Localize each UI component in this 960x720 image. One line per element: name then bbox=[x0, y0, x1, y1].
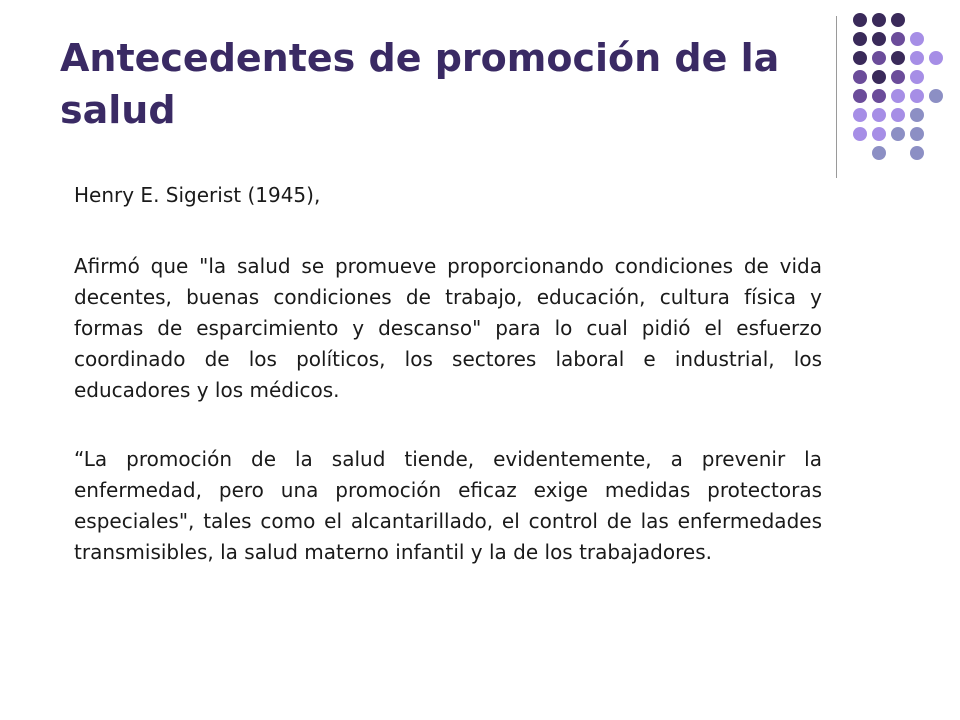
decor-dot bbox=[910, 89, 924, 103]
paragraph-sigerist-statement: Afirmó que "la salud se promueve proporcionando condiciones de vida decentes, buenas condiciones de trabajo, educación, cultura física y formas de esparcimiento y descanso" para lo cual pidió el esfuerzo coordinado de los políticos, los sectores laboral e industrial, los educadores y los médicos. bbox=[74, 254, 822, 402]
decor-dot bbox=[872, 89, 886, 103]
slide-body bbox=[74, 180, 822, 568]
decor-dot bbox=[910, 146, 924, 160]
author-line: Henry E. Sigerist (1945), bbox=[74, 183, 321, 207]
decor-dot bbox=[872, 51, 886, 65]
decor-dot bbox=[872, 127, 886, 141]
decor-dot bbox=[910, 51, 924, 65]
decor-dot bbox=[853, 13, 867, 27]
decor-dot bbox=[910, 108, 924, 122]
decor-dot bbox=[910, 127, 924, 141]
decor-dot bbox=[910, 32, 924, 46]
decor-dot bbox=[929, 89, 943, 103]
decor-dot bbox=[872, 108, 886, 122]
decor-dot bbox=[853, 89, 867, 103]
decor-dot bbox=[853, 70, 867, 84]
decor-dot bbox=[910, 70, 924, 84]
decor-dot bbox=[891, 70, 905, 84]
decor-dot bbox=[872, 13, 886, 27]
decor-dot bbox=[891, 13, 905, 27]
decor-dot bbox=[853, 32, 867, 46]
decor-dot bbox=[872, 70, 886, 84]
slide-title: Antecedentes de promoción de la salud bbox=[60, 36, 780, 132]
decor-dot bbox=[872, 146, 886, 160]
decor-dot bbox=[891, 89, 905, 103]
paragraph-promotion-quote: “La promoción de la salud tiende, evidentemente, a prevenir la enfermedad, pero una promoción eficaz exige medidas protectoras especiales", tales como el alcantarillado, el control de las enfermedades transmisibles, la salud materno infantil y la de los trabajadores. bbox=[74, 447, 822, 564]
decor-dot bbox=[891, 127, 905, 141]
decor-dot bbox=[853, 108, 867, 122]
decor-dot bbox=[891, 32, 905, 46]
decor-dot bbox=[891, 108, 905, 122]
decor-dot bbox=[891, 51, 905, 65]
decor-dot bbox=[853, 51, 867, 65]
decor-dot bbox=[929, 51, 943, 65]
decor-dot bbox=[853, 127, 867, 141]
divider-line bbox=[836, 16, 837, 178]
decor-dot bbox=[872, 32, 886, 46]
